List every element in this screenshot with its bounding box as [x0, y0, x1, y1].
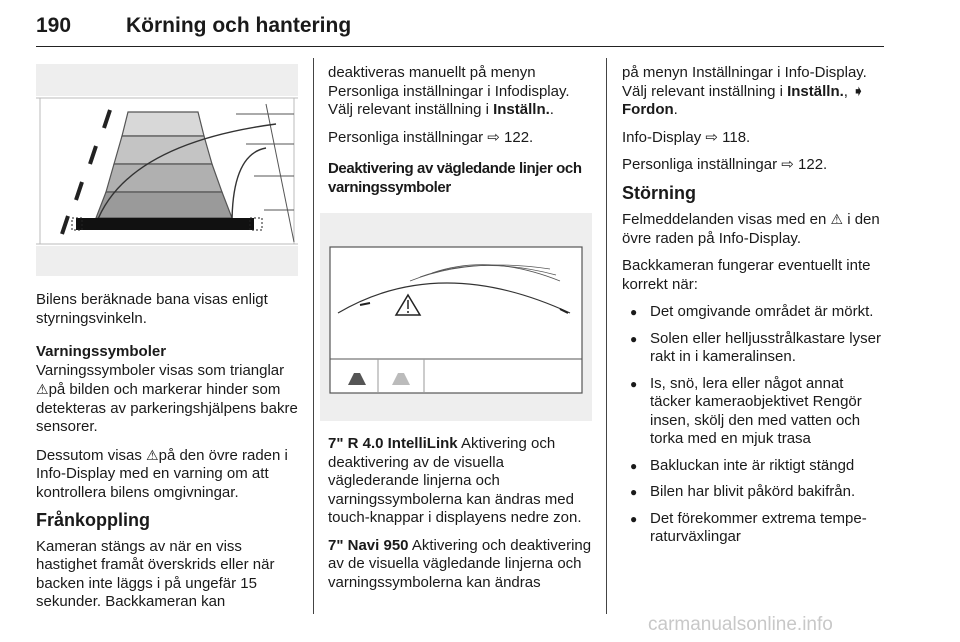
- list-item: ● Bilen har blivit påkörd bakifrån.: [622, 483, 886, 502]
- paragraph-fault: Felmeddelanden visas med en ⚠ i den övre raden på Info-Display.: [622, 211, 880, 247]
- list-item: ● Is, snö, lera eller något annat täcker kameraobjektivet Rengör insen, skölj den med vatten och torka med en mjuk trasa: [622, 375, 886, 449]
- list-item: ● Solen eller helljusstrålkastare lyser rakt in i kameralinsen.: [622, 330, 886, 367]
- cross-reference: Info-Display ⇨ 118.: [622, 128, 751, 146]
- paragraph-conditions: Backkameran fungerar eventuellt inte korrekt när:: [622, 257, 871, 293]
- page-number: 190: [36, 14, 72, 37]
- column-2: [328, 64, 594, 601]
- list-item: ● Det omgivande området är mörkt.: [622, 303, 886, 322]
- page-ref-arrow-icon: ⇨: [781, 156, 794, 173]
- paragraph-r40: 7" R 4.0 IntelliLink Aktivering och deaktivering av de visuella väglederande linjerna och varningssymbolerna kan ändras med touch-knappar i displayens nedre zon.: [328, 435, 582, 526]
- paragraph-continued: på menyn Inställningar i Info-Display. Välj relevant inställning i Inställn., ➧ Fordon.: [622, 64, 867, 118]
- warning-triangle-icon: ⚠: [36, 381, 49, 397]
- rear-camera-figure: [36, 64, 298, 276]
- paragraph-warning: Varningssymboler visas som trianglar ⚠på bilden och markerar hinder som detekteras av parkeringshjälpens bakre sensorer.: [36, 361, 298, 435]
- paragraph-also: Dessutom visas ⚠på den övre raden i Info-Display med en varning om att kontrollera bilens omgivningar.: [36, 446, 288, 501]
- section-title: Körning och hantering: [126, 14, 352, 37]
- heading-deactivation-guidelines: Deaktivering av vägledande linjer och varningssymboler: [328, 160, 582, 196]
- cross-reference: Personliga inställningar ⇨ 122.: [328, 128, 534, 146]
- column-3: [622, 64, 886, 555]
- column-divider: [313, 58, 314, 614]
- display-figure: [320, 213, 592, 421]
- camera-guidelines-illustration: [36, 64, 298, 276]
- page-ref-arrow-icon: ⇨: [705, 128, 718, 146]
- conditions-list: [622, 303, 886, 547]
- column-1: [36, 64, 298, 621]
- display-guidelines-illustration: [320, 213, 592, 421]
- page-header: [36, 6, 884, 47]
- figure-caption: Bilens beräknade bana visas enligt styrningsvinkeln.: [36, 291, 268, 327]
- warning-triangle-icon: ⚠: [830, 211, 844, 227]
- heading-fault: Störning: [622, 182, 696, 203]
- cross-reference: Personliga inställningar ⇨ 122.: [622, 156, 828, 173]
- page-ref-arrow-icon: ⇨: [487, 128, 500, 146]
- column-divider: [606, 58, 607, 614]
- list-item: ● Bakluckan inte är riktigt stängd: [622, 457, 886, 476]
- paragraph-continued: deaktiveras manuellt på menyn Personliga inställningar i Infodisplay. Välj relevant inställning i Inställn..: [328, 64, 570, 118]
- watermark: carmanualsonline.info: [648, 614, 833, 635]
- warning-triangle-icon: ⚠: [146, 446, 159, 463]
- paragraph-navi950: 7" Navi 950 Aktivering och deaktivering av de visuella vägledande linjerna och varningssymbolerna kan ändras: [328, 536, 592, 591]
- paragraph-deactivation: Kameran stängs av när en viss hastighet framåt överskrids eller när backen inte läggs i på ungefär 15 sekunder. Backkameran kan: [36, 537, 275, 610]
- heading-deactivation: Frånkoppling: [36, 510, 150, 530]
- heading-warning-symbols: Varningssymboler: [36, 343, 167, 360]
- menu-arrow-icon: ➧: [852, 82, 865, 100]
- list-item: ● Det förekommer extrema tempe-raturväxlingar: [622, 510, 886, 547]
